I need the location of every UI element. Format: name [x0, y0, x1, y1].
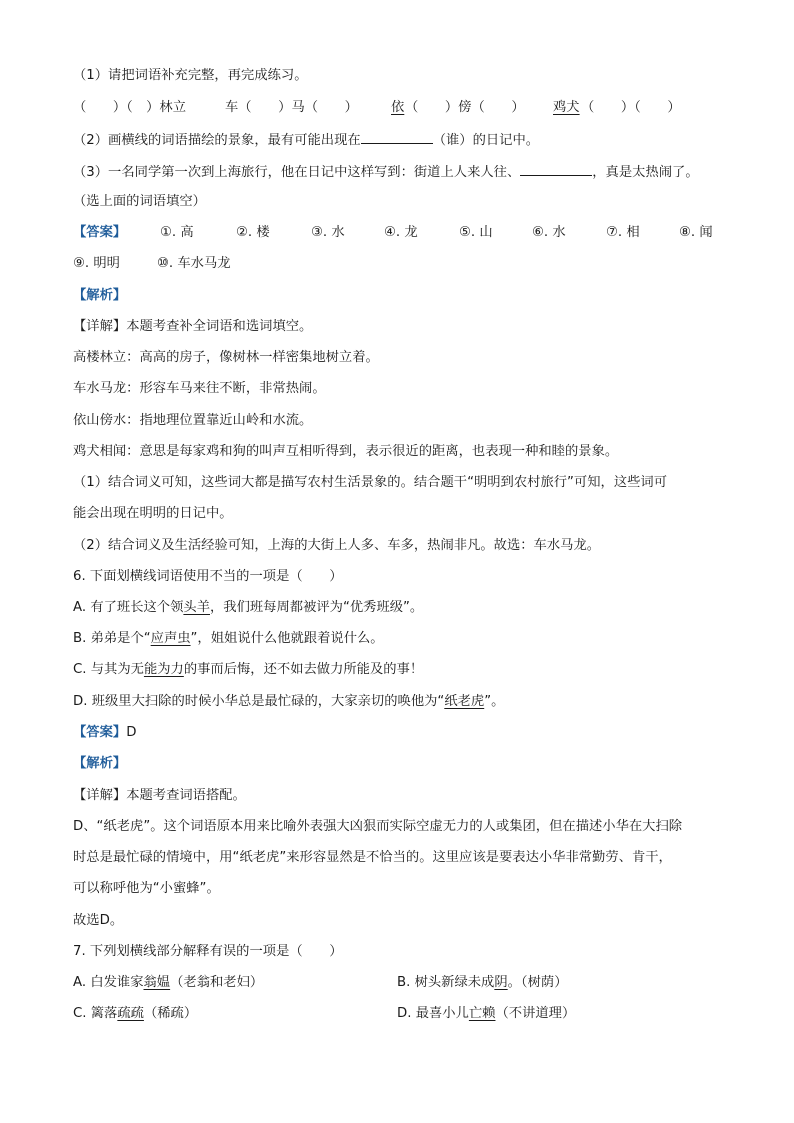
fill-word-3-underlined: 依	[391, 100, 405, 115]
option-text: 。（树荫）	[507, 975, 568, 990]
q5-sub3-note: （选上面的词语填空）	[73, 194, 206, 209]
answer-item: ②. 楼	[236, 225, 270, 240]
answer-value: D	[126, 725, 137, 740]
q5-analysis-label: 【解析】	[73, 288, 127, 303]
q7-option-b	[397, 973, 568, 993]
option-text: B. 树头新绿未成	[397, 975, 495, 990]
option-text: ”，姐姐说什么他就跟着说什么。	[190, 631, 384, 646]
option-text: D. 最喜小儿	[397, 1006, 469, 1021]
option-text: C. 与其为无	[73, 662, 144, 677]
q5-sub2	[73, 129, 539, 149]
q6-answer	[73, 723, 136, 743]
option-text: D. 班级里大扫除的时候小华总是最忙碌的，大家亲切的唤他为“	[73, 694, 445, 709]
answer-item: ④. 龙	[384, 225, 418, 240]
fill-word-4-rest: （ ）（ ）	[581, 100, 681, 115]
answer-item: ③. 水	[311, 225, 345, 240]
option-text: 的事而后悔，还不如去做力所能及的事！	[183, 662, 424, 677]
answer-item: ①. 高	[160, 225, 194, 240]
q7-option-a	[73, 975, 263, 990]
q5-answers-row2	[73, 254, 473, 274]
detail-text: 本题考查补全词语和选词填空。	[126, 319, 313, 334]
q6-explanation-1: D、“纸老虎”。这个词语原本用来比喻外表强大凶狠而实际空虚无力的人或集团，但在描述小华在大扫除	[73, 819, 683, 834]
fill-word-3-rest: （ ）傍（ ）	[405, 100, 525, 115]
q6-option-c	[73, 660, 423, 680]
underlined-word: 应声虫	[150, 631, 191, 646]
option-text: B. 弟弟是个“	[73, 631, 151, 646]
underlined-word: 疏疏	[117, 1006, 144, 1021]
q5-sub2-text-a: （2）画横线的词语描绘的景象，最有可能出现在	[73, 133, 361, 148]
option-text: （老翁和老妇）	[170, 975, 264, 990]
option-text: A. 有了班长这个领	[73, 600, 184, 615]
answer-item: ⑤. 山	[459, 225, 493, 240]
q6-explanation-3: 可以称呼他为“小蜜蜂”。	[73, 881, 220, 896]
option-text: A. 白发谁家	[73, 975, 144, 990]
q7-options-row1	[73, 973, 733, 993]
q7-option-d	[397, 1004, 575, 1024]
q6-option-d	[73, 692, 504, 712]
q5-detail	[73, 317, 312, 337]
q5-explanation-4: 鸡犬相闻：意思是每家鸡和狗的叫声互相听得到，表示很近的距离，也表现一种和睦的景象。	[73, 444, 619, 459]
option-text: （不讲道理）	[495, 1006, 576, 1021]
underlined-word: 能为力	[143, 662, 184, 677]
fill-word-4-underlined: 鸡犬	[553, 100, 580, 115]
q7-option-c	[73, 1006, 197, 1021]
underlined-word: 头羊	[183, 600, 210, 615]
answer-item: ⑨. 明明	[73, 256, 120, 271]
option-text: C. 篱落	[73, 1006, 118, 1021]
answer-label: 【答案】	[73, 725, 127, 740]
option-text: （稀疏）	[143, 1006, 198, 1021]
detail-label: 【详解】	[73, 319, 127, 334]
q6-option-a	[73, 598, 423, 618]
q6-analysis-label: 【解析】	[73, 756, 127, 771]
q5-explanation-5a: （1）结合词义可知，这些词大都是描写农村生活景象的。结合题干“明明到农村旅行”可知，这些词可	[73, 475, 668, 490]
q5-explanation-5b: 能会出现在明明的日记中。	[73, 506, 233, 521]
q5-sub3-text-b: ，真是太热闹了。	[592, 165, 699, 180]
q7-stem: 7. 下列划横线部分解释有误的一项是（ ）	[73, 944, 343, 959]
q6-detail	[73, 786, 246, 806]
option-text: ，我们班每周都被评为“优秀班级”。	[210, 600, 424, 615]
q6-explanation-4: 故选D。	[73, 913, 124, 928]
underlined-word: 亡赖	[468, 1006, 496, 1021]
q5-sub2-text-b: （谁）的日记中。	[432, 133, 540, 148]
q6-explanation-2: 时总是最忙碌的情境中，用“纸老虎”来形容显然是不恰当的。这里应该是要表达小华非常勤劳、肯干，	[73, 850, 672, 865]
q5-explanation-2: 车水马龙：形容车马来往不断，非常热闹。	[73, 381, 326, 396]
q5-fill-row	[73, 98, 733, 118]
answer-blank	[361, 129, 433, 144]
answer-label: 【答案】	[73, 225, 127, 240]
q6-option-b	[73, 629, 384, 649]
detail-label: 【详解】	[73, 788, 127, 803]
q5-answers	[73, 223, 733, 243]
underlined-word: 翁媪	[143, 975, 171, 990]
q5-explanation-3: 依山傍水：指地理位置靠近山岭和水流。	[73, 413, 313, 428]
q5-explanation-1: 高楼林立：高高的房子，像树林一样密集地树立着。	[73, 350, 379, 365]
q5-intro: （1）请把词语补充完整，再完成练习。	[73, 68, 308, 83]
fill-word-1: （ ）（ ）林立	[73, 100, 187, 115]
q5-sub3-text-a: （3）一名同学第一次到上海旅行，他在日记中这样写到：街道上人来人往、	[73, 165, 521, 180]
option-text: ”。	[484, 694, 505, 709]
underlined-word: 纸老虎	[444, 694, 485, 709]
q6-stem: 6. 下面划横线词语使用不当的一项是（ ）	[73, 569, 343, 584]
answer-blank	[520, 161, 592, 176]
answer-item: ⑥. 水	[532, 225, 566, 240]
q7-options-row2	[73, 1004, 733, 1024]
underlined-word: 阴	[494, 975, 508, 990]
fill-word-2: 车（ ）马（ ）	[225, 100, 358, 115]
detail-text: 本题考查词语搭配。	[126, 788, 246, 803]
answer-item: ⑦. 相	[606, 225, 640, 240]
q5-explanation-6: （2）结合词义及生活经验可知，上海的大街上人多、车多，热闹非凡。故选：车水马龙。	[73, 538, 601, 553]
answer-item: ⑩. 车水马龙	[157, 256, 231, 271]
answer-item: ⑧. 闻	[679, 225, 713, 240]
q5-sub3	[73, 161, 699, 181]
